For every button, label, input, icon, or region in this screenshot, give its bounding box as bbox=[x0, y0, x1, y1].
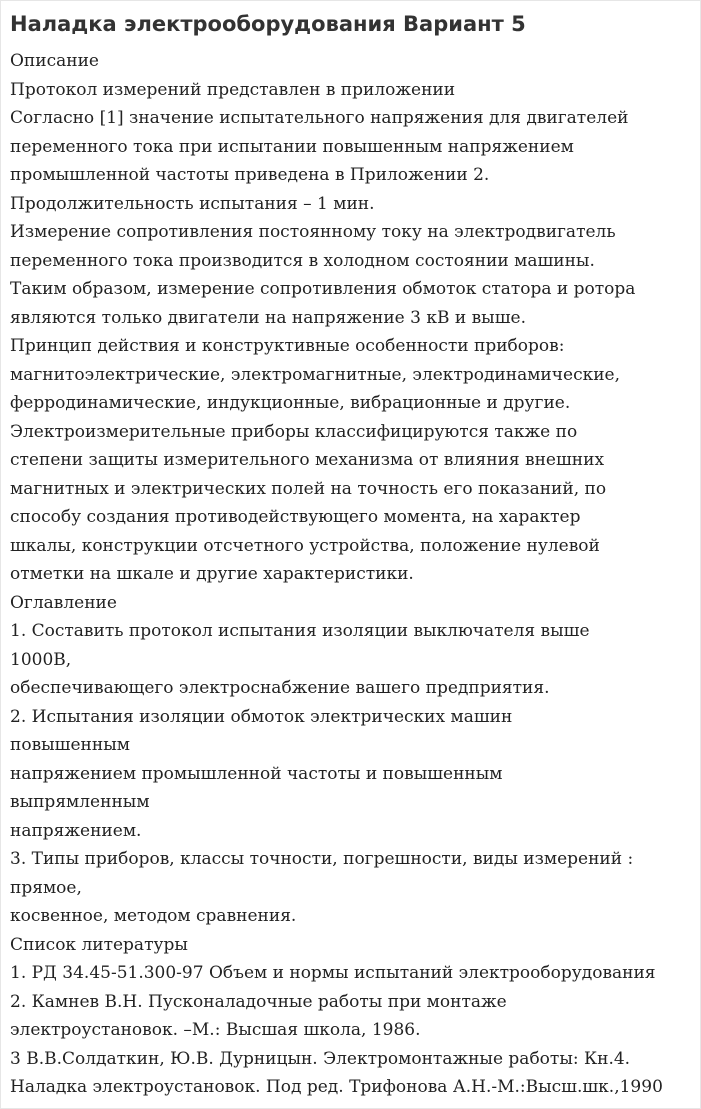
description-line: Согласно [1] значение испытательного напряжения для двигателей bbox=[10, 108, 629, 128]
toc-line: напряжением промышленной частоты и повышенным bbox=[10, 763, 503, 784]
description-line: Электроизмерительные приборы классифицируются также по bbox=[10, 421, 578, 442]
document-title: Наладка электрооборудования Вариант 5 bbox=[10, 12, 526, 36]
reference-line: 1. РД 34.45-51.300-97 Объем и нормы испытаний электрооборудования bbox=[10, 963, 656, 983]
description-line: шкалы, конструкции отсчетного устройства, положение нулевой bbox=[10, 535, 600, 556]
description-line: магнитных и электрических полей на точность его показаний, по bbox=[10, 478, 607, 499]
toc-line: 2. Испытания изоляции обмоток электрических машин bbox=[10, 706, 513, 727]
document-content bbox=[10, 47, 698, 1102]
description-line: Протокол измерений представлен в приложении bbox=[10, 79, 456, 100]
toc-line: 1000В, bbox=[10, 649, 72, 670]
description-line: переменного тока производится в холодном состоянии машины. bbox=[10, 250, 595, 271]
description-line: Таким образом, измерение сопротивления обмоток статора и ротора bbox=[10, 279, 636, 299]
references-section bbox=[10, 931, 698, 1102]
description-line: магнитоэлектрические, электромагнитные, электродинамические, bbox=[10, 364, 621, 385]
description-line: отметки на шкале и другие характеристики. bbox=[10, 564, 414, 584]
description-line: Продолжительность испытания – 1 мин. bbox=[10, 193, 375, 214]
toc-line: выпрямленным bbox=[10, 792, 150, 812]
toc-line: прямое, bbox=[10, 877, 82, 898]
description-line: степени защиты измерительного механизма от влияния внешних bbox=[10, 450, 605, 470]
description-line: переменного тока при испытании повышенным напряжением bbox=[10, 136, 574, 157]
toc-line: косвенное, методом сравнения. bbox=[10, 906, 297, 926]
toc-line: 1. Составить протокол испытания изоляции выключателя выше bbox=[10, 621, 590, 641]
reference-line: 2. Камнев В.Н. Пусконаладочные работы при монтаже bbox=[10, 991, 507, 1012]
toc-line: повышенным bbox=[10, 735, 130, 755]
description-line: способу создания противодействующего момента, на характер bbox=[10, 507, 581, 527]
reference-line: электроустановок. –М.: Высшая школа, 1986. bbox=[10, 1020, 421, 1040]
references-heading: Список литературы bbox=[10, 934, 188, 955]
toc-heading: Оглавление bbox=[10, 592, 117, 613]
toc-line: напряжением. bbox=[10, 820, 142, 841]
description-line: промышленной частоты приведена в Приложении 2. bbox=[10, 165, 490, 185]
description-line: Принцип действия и конструктивные особенности приборов: bbox=[10, 336, 565, 356]
description-section bbox=[10, 47, 698, 589]
toc-section bbox=[10, 589, 698, 931]
description-line: Измерение сопротивления постоянному току на электродвигатель bbox=[10, 222, 616, 242]
toc-line: обеспечивающего электроснабжение вашего предприятия. bbox=[10, 678, 550, 698]
description-line: являются только двигатели на напряжение 3 кВ и выше. bbox=[10, 307, 526, 328]
description-line: ферродинамические, индукционные, вибрационные и другие. bbox=[10, 393, 571, 413]
toc-line: 3. Типы приборов, классы точности, погрешности, виды измерений : bbox=[10, 849, 634, 869]
description-heading: Описание bbox=[10, 51, 99, 71]
reference-line: Наладка электроустановок. Под ред. Трифонова А.Н.-М.:Высш.шк.,1990 bbox=[10, 1077, 663, 1097]
reference-line: 3 В.В.Солдаткин, Ю.В. Дурницын. Электромонтажные работы: Кн.4. bbox=[10, 1048, 631, 1069]
